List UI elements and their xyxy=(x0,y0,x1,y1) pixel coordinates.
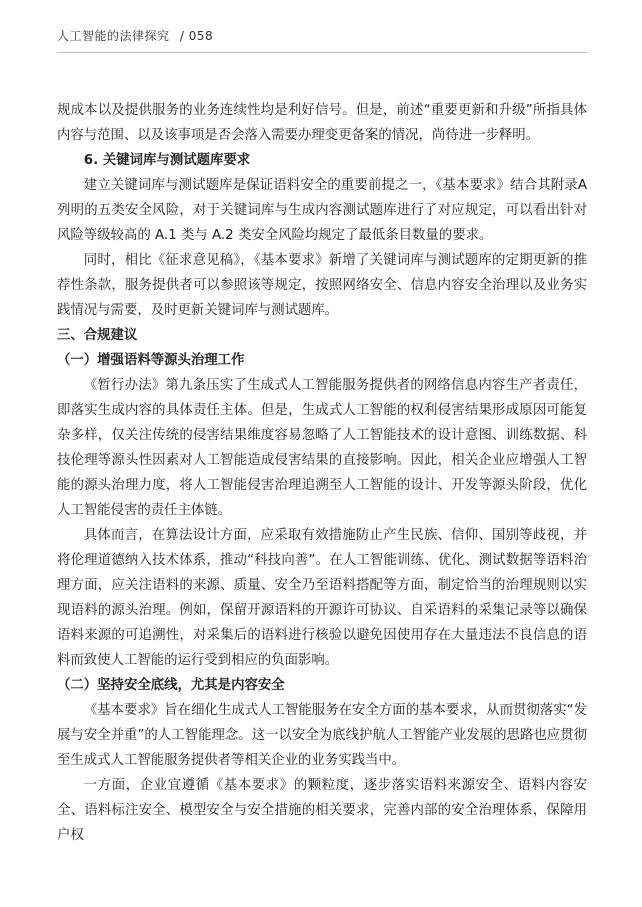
paragraph-continuation: 规成本以及提供服务的业务连续性均是利好信号。但是，前述“重要更新和升级”所指具体内容与范围、以及该事项是否会落入需要办理变更备案的情况，尚待进一步释明。 xyxy=(57,103,587,143)
header-divider xyxy=(57,52,587,53)
section-heading-keyword-library: 6. 关键词库与测试题库要求 xyxy=(83,153,251,168)
page-body xyxy=(57,98,587,848)
paragraph: 同时，相比《征求意见稿》，《基本要求》新增了关键词库与测试题库的定期更新的推荐性条款，服务提供者可以参照该等规定，按照网络安全、信息内容安全治理以及业务实践情况与需要，及时更新关键词库与测试题库。 xyxy=(57,253,587,318)
paragraph: 《基本要求》旨在细化生成式人工智能服务在安全方面的基本要求，从而贯彻落实“发展与安全并重”的人工智能理念。这一以安全为底线护航人工智能产业发展的思路也应贯彻至生成式人工智能服务提供者等相关企业的业务实践当中。 xyxy=(57,703,587,768)
book-title: 人工智能的法律探究 xyxy=(57,29,170,43)
running-header xyxy=(57,27,213,44)
paragraph: 《暂行办法》第九条压实了生成式人工智能服务提供者的网络信息内容生产者责任，即落实生成内容的具体责任主体。但是，生成式人工智能的权利侵害结果形成原因可能复杂多样，仅关注传统的侵害结果维度容易忽略了人工智能技术的设计意图、训练数据、科技伦理等源头性因素对人工智能造成侵害结果的直接影响。因此，相关企业应增强人工智能的源头治理力度，将人工智能侵害治理追溯至人工智能的设计、开发等源头阶段，优化人工智能侵害的责任主体链。 xyxy=(57,378,587,518)
paragraph: 建立关键词库与测试题库是保证语料安全的重要前提之一，《基本要求》结合其附录A 列明的五类安全风险，对于关键词库与生成内容测试题库进行了对应规定，可以看出针对风险等级较高的 A.1 类与 A.2 类安全风险均规定了最低条目数量的要求。 xyxy=(57,178,587,243)
paragraph: 一方面，企业宜遵循《基本要求》的颗粒度，逐步落实语料来源安全、语料内容安全、语料标注安全、模型安全与安全措施的相关要求，完善内部的安全治理体系，保障用户权 xyxy=(57,778,587,843)
page-number: / 058 xyxy=(179,29,214,43)
paragraph: 具体而言，在算法设计方面，应采取有效措施防止产生民族、信仰、国别等歧视，并将伦理道德纳入技术体系，推动“科技向善”。在人工智能训练、优化、测试数据等语料治理方面，应关注语料的来源、质量、安全乃至语料搭配等方面，制定恰当的治理规则以实现语料的源头治理。例如，保留开源语料的开源许可协议、自采语料的采集记录等以确保语料来源的可追溯性，对采集后的语料进行核验以避免因使用存在大量违法不良信息的语料而致使人工智能的运行受到相应的负面影响。 xyxy=(57,528,587,668)
subsection-heading-source-governance: （一）增强语料等源头治理工作 xyxy=(57,353,245,368)
section-heading-compliance: 三、合规建议 xyxy=(57,328,138,343)
subsection-heading-content-security: （二）坚持安全底线，尤其是内容安全 xyxy=(57,678,285,693)
